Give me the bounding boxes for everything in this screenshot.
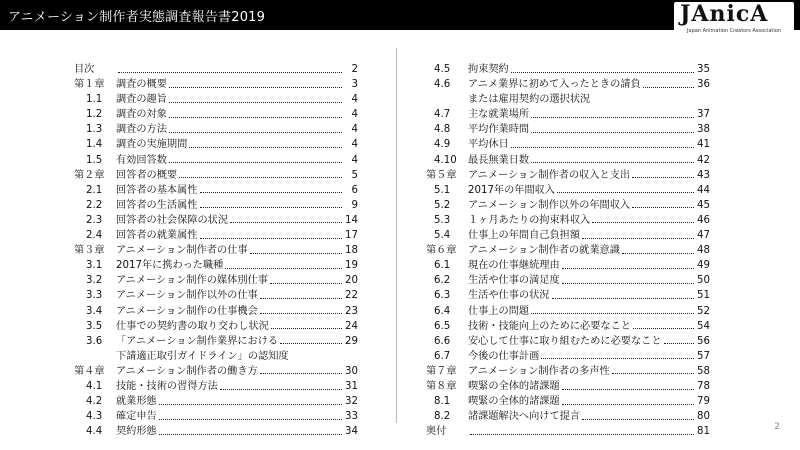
dot-leader	[260, 297, 342, 299]
toc-entry-page: 78	[697, 380, 710, 392]
toc-entry[interactable]	[74, 92, 358, 107]
column-divider	[396, 48, 397, 423]
toc-entry-title: 技能・技術の習得方法	[116, 380, 218, 392]
toc-entry-title: 調査の対象	[116, 109, 167, 121]
toc-entry-title: 調査の方法	[116, 124, 167, 136]
toc-entry-number: 4.5	[434, 64, 451, 75]
toc-entry[interactable]	[74, 137, 358, 152]
toc-entry-number: 4.10	[434, 154, 457, 166]
toc-entry-page: 48	[697, 245, 710, 257]
toc-entry-title: 今後の仕事計画	[468, 350, 540, 362]
toc-entry-number: 第１章	[74, 79, 105, 91]
toc-entry-page: 5	[351, 169, 358, 181]
dot-leader	[169, 116, 342, 118]
toc-entry-page: 47	[697, 230, 710, 242]
toc-entry-page: 20	[345, 275, 358, 287]
toc-entry-number: 5.1	[434, 184, 451, 196]
toc-entry-number: 8.1	[434, 396, 451, 408]
toc-entry[interactable]	[74, 107, 358, 122]
toc-entry[interactable]	[74, 364, 358, 379]
toc-entry-title: 喫緊の全体的諸課題	[468, 380, 560, 392]
toc-entry-title: アニメーション制作以外の年間収入	[468, 199, 631, 211]
dot-leader	[664, 342, 694, 344]
toc-entry-page: 51	[697, 290, 710, 302]
toc-entry-title: 拘束契約	[468, 64, 509, 75]
toc-entry-page: 3	[351, 79, 358, 91]
toc-entry-title: アニメーション制作者の就業意識	[468, 245, 620, 257]
toc-entry[interactable]	[426, 92, 710, 107]
toc-entry-page: 54	[697, 320, 710, 332]
toc-entry-number: 3.6	[86, 335, 103, 347]
toc-entry-page: 36	[697, 79, 710, 91]
toc-entry-number: 6.2	[434, 275, 451, 287]
dot-leader	[582, 418, 694, 420]
dot-leader	[552, 297, 695, 299]
toc-entry-page: 81	[697, 426, 710, 438]
toc-entry-title: 調査の概要	[116, 79, 167, 91]
toc-entry[interactable]	[426, 243, 710, 258]
dot-leader	[531, 161, 694, 163]
dot-leader	[179, 176, 342, 178]
toc-entry-page: 43	[697, 169, 710, 181]
toc-entry[interactable]	[74, 243, 358, 258]
toc-entry-number: 3.3	[86, 290, 103, 302]
toc-entry-title: 回答者の概要	[116, 169, 178, 181]
logo-text: JAnicA	[680, 1, 769, 27]
toc-entry[interactable]	[74, 394, 358, 409]
toc-entry-number: 6.4	[434, 305, 451, 317]
toc-entry-title: 調査の実施期間	[116, 139, 188, 151]
toc-entry[interactable]	[74, 168, 358, 183]
dot-leader	[562, 267, 694, 269]
toc-entry[interactable]	[74, 183, 358, 198]
toc-entry-number: 2.1	[86, 184, 103, 196]
toc-entry[interactable]	[426, 334, 710, 349]
dot-leader	[280, 342, 342, 344]
logo-subtitle: Japan Animation Creators Association	[687, 28, 781, 34]
toc-entry-number: 2.2	[86, 199, 103, 211]
toc-entry[interactable]	[426, 168, 710, 183]
toc-entry[interactable]	[426, 258, 710, 273]
toc-entry-number: 6.1	[434, 260, 451, 272]
toc-entry-number: 目次	[74, 64, 95, 75]
toc-right-column	[426, 62, 710, 439]
toc-entry-title: 仕事上の問題	[468, 305, 530, 317]
toc-entry-page: 17	[345, 230, 358, 242]
toc-entry[interactable]	[74, 228, 358, 243]
toc-entry[interactable]	[74, 77, 358, 92]
toc-entry-title: 2017年に携わった職種	[116, 260, 224, 272]
toc-entry-number: 5.3	[434, 214, 451, 226]
dot-leader	[632, 176, 694, 178]
toc-entry-number: 4.4	[86, 426, 103, 438]
toc-entry-page: 58	[697, 365, 710, 377]
toc-entry-number: 1.5	[86, 154, 103, 166]
toc-entry-page: 29	[345, 335, 358, 347]
dot-leader	[643, 86, 694, 88]
header-bar	[0, 0, 800, 34]
dot-leader	[220, 388, 342, 390]
toc-entry-number: 3.1	[86, 260, 103, 272]
toc-entry-page: 30	[345, 365, 358, 377]
dot-leader	[118, 71, 342, 73]
toc-entry-page: 19	[345, 260, 358, 272]
janica-logo	[674, 2, 794, 38]
dot-leader	[622, 252, 694, 254]
dot-leader	[200, 191, 343, 193]
toc-entry-number: 3.5	[86, 320, 103, 332]
dot-leader	[260, 312, 342, 314]
toc-entry-title: 平均休日	[468, 139, 509, 151]
toc-entry-page: 35	[697, 64, 710, 75]
dot-leader	[531, 131, 694, 133]
dot-leader	[260, 372, 342, 374]
toc-entry-title: 仕事上の年間自己負担額	[468, 230, 581, 242]
toc-entry[interactable]	[426, 364, 710, 379]
dot-leader	[592, 221, 694, 223]
toc-entry-number: 6.7	[434, 350, 451, 362]
toc-entry-page: 22	[345, 290, 358, 302]
toc-entry-number: 2.3	[86, 214, 103, 226]
toc-entry[interactable]	[426, 319, 710, 334]
toc-entry-title: アニメ業界に初めて入ったときの請負	[468, 79, 641, 91]
toc-entry[interactable]	[426, 153, 710, 168]
toc-entry-number: 第４章	[74, 365, 105, 377]
dot-leader	[562, 282, 694, 284]
toc-entry-number: 4.9	[434, 139, 451, 151]
toc-entry[interactable]	[74, 273, 358, 288]
toc-entry-number: 1.1	[86, 94, 103, 106]
toc-entry-page: 2	[351, 64, 358, 75]
toc-entry-title: 生活や仕事の満足度	[468, 275, 560, 287]
toc-entry-title: 「アニメーション制作業界における	[116, 335, 279, 347]
toc-entry[interactable]	[74, 319, 358, 334]
toc-entry-page: 44	[697, 184, 710, 196]
toc-entry-page: 23	[345, 305, 358, 317]
toc-entry[interactable]	[74, 122, 358, 137]
toc-entry-page: 38	[697, 124, 710, 136]
toc-entry-title: 回答者の就業属性	[116, 230, 198, 242]
toc-entry-title: 最長無業日数	[468, 154, 530, 166]
toc-entry-number: 4.7	[434, 109, 451, 121]
toc-entry-number: 4.6	[434, 79, 451, 91]
dot-leader	[582, 237, 694, 239]
toc-entry[interactable]	[74, 198, 358, 213]
toc-entry-page: 4	[351, 124, 358, 136]
dot-leader	[169, 86, 342, 88]
dot-leader	[200, 206, 343, 208]
toc-entry-page: 4	[351, 109, 358, 121]
toc-entry-number: 第７章	[426, 365, 457, 377]
dot-leader	[169, 131, 342, 133]
toc-entry[interactable]	[426, 394, 710, 409]
toc-entry-number: 6.6	[434, 335, 451, 347]
toc-entry[interactable]	[426, 228, 710, 243]
toc-entry-page: 4	[351, 94, 358, 106]
toc-entry-title: 確定申告	[116, 411, 157, 423]
dot-leader	[470, 433, 694, 435]
toc-entry[interactable]	[426, 304, 710, 319]
toc-entry-title: 平均作業時間	[468, 124, 530, 136]
dot-leader	[159, 418, 342, 420]
toc-entry-page: 46	[697, 214, 710, 226]
toc-entry-number: 1.4	[86, 139, 103, 151]
toc-entry[interactable]	[74, 304, 358, 319]
toc-entry-number: 8.2	[434, 411, 451, 423]
toc-entry-number: 第２章	[74, 169, 105, 181]
dot-leader	[169, 101, 342, 103]
toc-entry-title: 有効回答数	[116, 154, 167, 166]
toc-entry-title: 喫緊の全体的諸課題	[468, 396, 560, 408]
dot-leader	[511, 146, 694, 148]
toc-entry-page: 41	[697, 139, 710, 151]
toc-entry[interactable]	[426, 273, 710, 288]
toc-entry-number: 奥付	[426, 426, 447, 438]
toc-entry-title: 下請適正取引ガイドライン」の認知度	[116, 350, 289, 362]
toc-entry[interactable]	[426, 288, 710, 303]
dot-leader	[541, 357, 694, 359]
toc-entry-title: アニメーション制作者の働き方	[116, 365, 258, 377]
toc-entry[interactable]	[426, 137, 710, 152]
toc-left-column	[74, 62, 358, 439]
dot-leader	[200, 237, 343, 239]
toc-entry[interactable]	[74, 62, 358, 77]
toc-entry-number: 4.8	[434, 124, 451, 136]
toc-entry-number: 第８章	[426, 380, 457, 392]
toc-entry-number: 5.2	[434, 199, 451, 211]
toc-entry-title: 安心して仕事に取り組むために必要なこと	[468, 335, 662, 347]
dot-leader	[562, 388, 694, 390]
toc-entry-title: 2017年の年間収入	[468, 184, 556, 196]
toc-entry-number: 1.2	[86, 109, 103, 121]
dot-leader	[632, 206, 694, 208]
toc-entry-page: 31	[345, 380, 358, 392]
toc-entry-page: 6	[351, 184, 358, 196]
toc-entry-page: 52	[697, 305, 710, 317]
toc-entry-number: 第３章	[74, 245, 105, 257]
toc-entry-number: 4.2	[86, 396, 103, 408]
toc-entry-number: 1.3	[86, 124, 103, 136]
dot-leader	[250, 252, 342, 254]
toc-entry[interactable]	[426, 62, 710, 77]
toc-entry-number: 3.4	[86, 305, 103, 317]
toc-entry-page: 50	[697, 275, 710, 287]
dot-leader	[159, 433, 342, 435]
toc-entry-number: 4.1	[86, 380, 103, 392]
toc-entry-title: 技術・技能向上のために必要なこと	[468, 320, 631, 332]
dot-leader	[531, 116, 694, 118]
toc-entry-title: 調査の趣旨	[116, 94, 167, 106]
toc-entry-title: アニメーション制作の仕事機会	[116, 305, 258, 317]
toc-entry[interactable]	[74, 409, 358, 424]
toc-entry[interactable]	[426, 183, 710, 198]
toc-entry-page: 42	[697, 154, 710, 166]
toc-entry-title: 生活や仕事の状況	[468, 290, 550, 302]
toc-entry-page: 33	[345, 411, 358, 423]
toc-entry-page: 14	[345, 214, 358, 226]
dot-leader	[633, 327, 694, 329]
toc-entry[interactable]	[74, 213, 358, 228]
toc-entry-number: 2.4	[86, 230, 103, 242]
dot-leader	[612, 372, 694, 374]
toc-entry[interactable]	[426, 409, 710, 424]
toc-entry-number: 5.4	[434, 230, 451, 242]
dot-leader	[189, 146, 342, 148]
dot-leader	[225, 267, 342, 269]
toc-entry-number: 3.2	[86, 275, 103, 287]
toc-entry[interactable]	[426, 349, 710, 364]
toc-entry[interactable]	[74, 424, 358, 439]
dot-leader	[271, 327, 342, 329]
toc-entry-title: １ヶ月あたりの拘束料収入	[468, 214, 591, 226]
toc-entry-title: 主な就業場所	[468, 109, 530, 121]
toc-entry-page: 37	[697, 109, 710, 121]
toc-entry-page: 24	[345, 320, 358, 332]
toc-entry-page: 57	[697, 350, 710, 362]
toc-entry-title: 回答者の基本属性	[116, 184, 198, 196]
toc-entry[interactable]	[426, 213, 710, 228]
toc-entry-title: アニメーション制作者の仕事	[116, 245, 248, 257]
toc-entry[interactable]	[426, 77, 710, 92]
toc-entry-page: 18	[345, 245, 358, 257]
dot-leader	[270, 282, 342, 284]
toc-entry-title: 回答者の社会保障の状況	[116, 214, 229, 226]
toc-entry[interactable]	[426, 122, 710, 137]
toc-entry-page: 56	[697, 335, 710, 347]
toc-entry[interactable]	[74, 288, 358, 303]
toc-entry-title: 契約形態	[116, 426, 157, 438]
toc-entry[interactable]	[426, 198, 710, 213]
toc-entry-page: 49	[697, 260, 710, 272]
toc-entry-number: 6.5	[434, 320, 451, 332]
toc-entry[interactable]	[426, 379, 710, 394]
toc-entry-title: 就業形態	[116, 396, 157, 408]
slide-number: 2	[774, 422, 780, 432]
toc-entry-number: 6.3	[434, 290, 451, 302]
dot-leader	[562, 403, 694, 405]
toc-entry-page: 45	[697, 199, 710, 211]
toc-entry-title: アニメーション制作者の多声性	[468, 365, 610, 377]
toc-entry-title: 回答者の生活属性	[116, 199, 198, 211]
toc-entry-title: アニメーション制作の媒体別仕事	[116, 275, 268, 287]
toc-entry-title: 現在の仕事継続理由	[468, 260, 560, 272]
toc-entry-page: 32	[345, 396, 358, 408]
dot-leader	[169, 161, 342, 163]
toc-entry-page: 80	[697, 411, 710, 423]
toc-entry[interactable]	[74, 258, 358, 273]
toc-entry[interactable]	[74, 334, 358, 349]
toc-entry-number: 第５章	[426, 169, 457, 181]
document-title: アニメーション制作者実態調査報告書2019	[8, 10, 266, 25]
dot-leader	[531, 312, 694, 314]
toc-entry-title: 仕事での契約書の取り交わし状況	[116, 320, 269, 332]
toc-entry-page: 4	[351, 139, 358, 151]
toc-entry-title: アニメーション制作以外の仕事	[116, 290, 258, 302]
dot-leader	[511, 71, 694, 73]
toc-entry-page: 9	[351, 199, 358, 211]
toc-entry-title: または雇用契約の選択状況	[468, 94, 591, 106]
toc-entry[interactable]	[74, 349, 358, 364]
toc-entry[interactable]	[426, 107, 710, 122]
toc-entry-title: アニメーション制作者の収入と支出	[468, 169, 631, 181]
toc-entry[interactable]	[426, 424, 710, 439]
toc-entry-page: 4	[351, 154, 358, 166]
toc-entry[interactable]	[74, 153, 358, 168]
dot-leader	[230, 221, 342, 223]
toc-entry-page: 34	[345, 426, 358, 438]
toc-entry[interactable]	[74, 379, 358, 394]
toc-entry-number: 4.3	[86, 411, 103, 423]
dot-leader	[557, 191, 694, 193]
dot-leader	[159, 403, 342, 405]
toc-entry-page: 79	[697, 396, 710, 408]
toc-entry-number: 第６章	[426, 245, 457, 257]
toc-entry-title: 諸課題解決へ向けて提言	[468, 411, 581, 423]
